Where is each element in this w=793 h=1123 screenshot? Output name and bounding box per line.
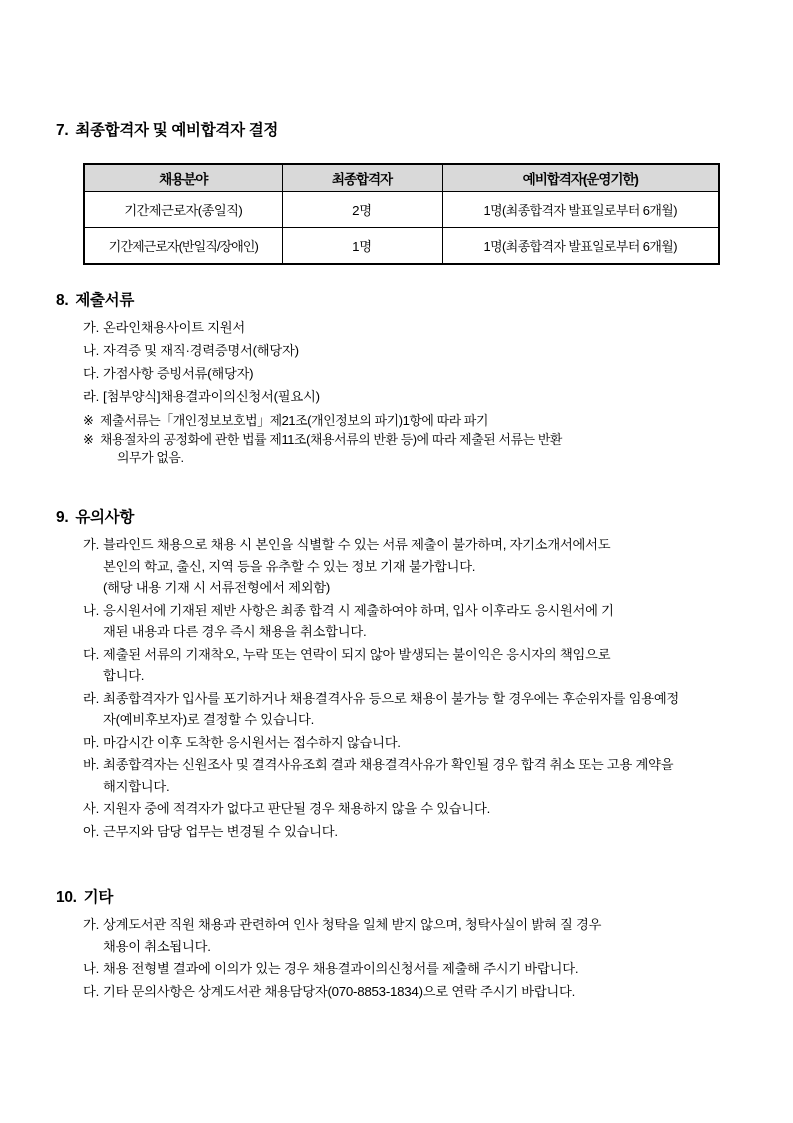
list-item-line: 본인의 학교, 출신, 지역 등을 유추할 수 있는 정보 기재 불가합니다. — [103, 558, 476, 574]
section-10-item-list — [56, 914, 756, 1002]
list-item-body — [103, 534, 756, 599]
list-item-line: 상계도서관 직원 채용과 관련하여 인사 청탁을 일체 받지 않으며, 청탁사실이 밝혀 질 경우 — [103, 917, 602, 932]
section-7-number: 7. — [56, 122, 69, 139]
cell-field: 기간제근로자(종일직) — [84, 192, 282, 228]
list-item-marker: 나. — [83, 602, 100, 618]
list-item — [83, 958, 756, 980]
list-item-body — [103, 644, 756, 687]
column-header-field: 채용분야 — [84, 164, 282, 192]
list-item — [83, 981, 756, 1003]
list-item-marker: 나. — [83, 961, 100, 977]
list-item-body — [103, 688, 756, 731]
table-row — [84, 192, 719, 228]
list-item-line: 자격증 및 재직·경력증명서(해당자) — [103, 343, 299, 358]
table-header-row — [84, 164, 719, 192]
list-item-line: 가점사항 증빙서류(해당자) — [103, 366, 254, 381]
section-8-note-list — [56, 412, 756, 468]
section-7-heading — [56, 118, 756, 140]
note-line: 제출서류는「개인정보보호법」제21조(개인정보의 파기)1항에 따라 파기 — [100, 413, 489, 428]
list-item-marker: 라. — [83, 690, 100, 706]
section-7-title: 최종합격자 및 예비합격자 결정 — [75, 122, 279, 139]
list-item-line: 블라인드 채용으로 채용 시 본인을 식별할 수 있는 서류 제출이 불가하며, 자기소개서에서도 — [103, 537, 611, 552]
list-item — [83, 362, 756, 385]
list-item — [83, 316, 756, 339]
section-10 — [56, 885, 756, 1003]
results-table — [83, 163, 720, 265]
section-9-number: 9. — [56, 509, 69, 526]
list-item-marker: 마. — [83, 734, 100, 750]
list-item-marker: 바. — [83, 757, 100, 773]
list-item-line: 채용이 취소됩니다. — [103, 938, 211, 954]
list-item-line: 온라인채용사이트 지원서 — [103, 320, 245, 335]
list-item-marker: 가. — [83, 917, 100, 932]
list-item-line: 최종합격자는 신원조사 및 결격사유조회 결과 채용결격사유가 확인될 경우 합격 취소 또는 고용 계약을 — [103, 757, 674, 773]
section-9-item-list — [56, 534, 756, 842]
section-10-title: 기타 — [83, 889, 114, 906]
list-item-line: 최종합격자가 입사를 포기하거나 채용결격사유 등으로 채용이 불가능 할 경우에는 후순위자를 임용예정 — [103, 690, 680, 706]
list-item-body — [103, 821, 756, 843]
list-item-line: 자(예비후보자)로 결정할 수 있습니다. — [103, 712, 315, 728]
section-8-heading — [56, 288, 756, 310]
list-item-body — [103, 362, 756, 385]
list-item-marker: 가. — [83, 537, 100, 552]
list-item-line: 응시원서에 기재된 제반 사항은 최종 합격 시 제출하여야 하며, 입사 이후라도 응시원서에 기 — [103, 602, 614, 618]
list-item-body — [103, 958, 756, 980]
list-item — [83, 914, 756, 957]
column-header-final: 최종합격자 — [282, 164, 442, 192]
cell-reserve-count: 1명(최종합격자 발표일로부터 6개월) — [442, 192, 719, 228]
note-item — [83, 412, 756, 431]
list-item-line: 해지합니다. — [103, 778, 170, 794]
list-item-body — [103, 914, 756, 957]
section-8 — [56, 288, 756, 468]
list-item-marker: 다. — [83, 366, 100, 381]
list-item-line: 마감시간 이후 도착한 응시원서는 접수하지 않습니다. — [103, 734, 401, 750]
list-item-marker: 라. — [83, 389, 100, 404]
list-item-line: 합니다. — [103, 668, 145, 684]
list-item — [83, 754, 756, 797]
list-item — [83, 821, 756, 843]
list-item-marker: 나. — [83, 343, 100, 358]
cell-field: 기간제근로자(반일직/장애인) — [84, 228, 282, 265]
note-line: 의무가 없음. — [117, 450, 184, 466]
list-item-body — [103, 732, 756, 754]
section-9 — [56, 505, 756, 843]
section-9-title: 유의사항 — [75, 509, 135, 526]
section-8-number: 8. — [56, 292, 69, 309]
list-item-line: 지원자 중에 적격자가 없다고 판단될 경우 채용하지 않을 수 있습니다. — [103, 801, 491, 817]
section-9-heading — [56, 505, 756, 527]
list-item-body — [103, 385, 756, 408]
list-item — [83, 732, 756, 754]
list-item-body — [103, 798, 756, 820]
list-item-line: 채용 전형별 결과에 이의가 있는 경우 채용결과이의신청서를 제출해 주시기 바랍니다. — [103, 961, 579, 977]
table-row — [84, 228, 719, 265]
list-item-marker: 다. — [83, 646, 100, 662]
list-item-line: 기타 문의사항은 상계도서관 채용담당자(070-8853-1834)으로 연락 주시기 바랍니다. — [103, 983, 576, 999]
list-item-line: [첨부양식]채용결과이의신청서(필요시) — [103, 389, 320, 404]
list-item — [83, 600, 756, 643]
section-8-item-list — [56, 316, 756, 408]
list-item — [83, 688, 756, 731]
list-item-marker: 가. — [83, 320, 100, 335]
note-line: 채용절차의 공정화에 관한 법률 제11조(채용서류의 반환 등)에 따라 제출된 서류는 반환 — [100, 431, 562, 447]
list-item-body — [103, 754, 756, 797]
section-10-heading — [56, 885, 756, 907]
note-body — [100, 431, 756, 468]
list-item-marker: 다. — [83, 983, 100, 999]
cell-reserve-count: 1명(최종합격자 발표일로부터 6개월) — [442, 228, 719, 265]
list-item-body — [103, 339, 756, 362]
list-item-line: 근무지와 담당 업무는 변경될 수 있습니다. — [103, 823, 338, 839]
results-table-container — [83, 163, 718, 265]
section-8-title: 제출서류 — [75, 292, 135, 309]
list-item — [83, 798, 756, 820]
list-item-line: (해당 내용 기재 시 서류전형에서 제외함) — [103, 580, 331, 596]
list-item — [83, 385, 756, 408]
list-item — [83, 534, 756, 599]
reference-mark-icon: ※ — [83, 431, 94, 447]
reference-mark-icon: ※ — [83, 413, 94, 428]
note-item — [83, 431, 756, 468]
cell-final-count: 2명 — [282, 192, 442, 228]
list-item-body — [103, 600, 756, 643]
section-7 — [56, 118, 756, 140]
list-item-line: 제출된 서류의 기재착오, 누락 또는 연락이 되지 않아 발생되는 불이익은 응시자의 책임으로 — [103, 646, 611, 662]
list-item-line: 재된 내용과 다른 경우 즉시 채용을 취소합니다. — [103, 624, 367, 640]
list-item-marker: 사. — [83, 801, 100, 817]
section-10-number: 10. — [56, 889, 77, 906]
cell-final-count: 1명 — [282, 228, 442, 265]
column-header-reserve: 예비합격자(운영기한) — [442, 164, 719, 192]
list-item — [83, 339, 756, 362]
list-item-marker: 아. — [83, 823, 100, 839]
list-item-body — [103, 316, 756, 339]
note-body — [100, 412, 756, 431]
list-item-body — [103, 981, 756, 1003]
list-item — [83, 644, 756, 687]
